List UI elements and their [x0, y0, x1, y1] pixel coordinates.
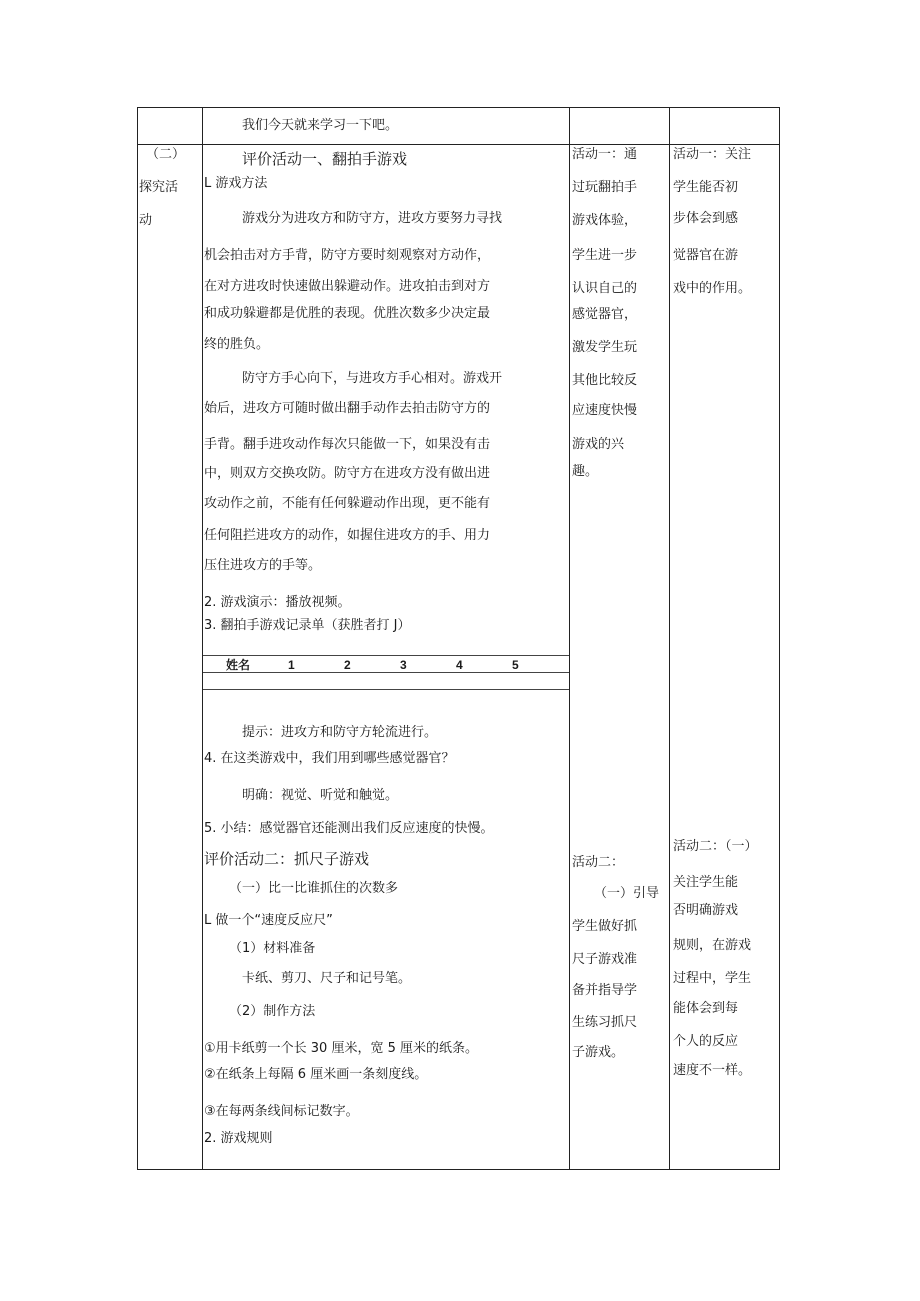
student-activity-line: 认识自己的 [572, 281, 638, 296]
content-line: 游戏分为进攻方和防守方，进攻方要努力寻找 [242, 211, 503, 226]
record-col-header: 2 [344, 658, 351, 672]
student-activity-line: 尺子游戏准 [572, 952, 638, 967]
table-border-right [779, 107, 780, 1170]
content-line: ②在纸条上每隔 6 厘米画一条刻度线。 [204, 1067, 428, 1082]
student-activity-line: 过玩翻拍手 [572, 180, 638, 195]
evaluation-line: 学生能否初 [673, 180, 739, 195]
content-line: ①用卡纸剪一个长 30 厘米，宽 5 厘米的纸条。 [204, 1041, 478, 1056]
evaluation-line: 活动二：（一） [673, 839, 758, 854]
evaluation-line: 能体会到每 [673, 1001, 739, 1016]
record-col-header: 5 [512, 658, 519, 672]
content-line: 4. 在这类游戏中，我们用到哪些感觉器官？ [204, 751, 455, 766]
content-line: 始后，进攻方可随时做出翻手动作去拍击防守方的 [204, 401, 491, 416]
student-activity-line: 其他比较反 [572, 373, 638, 388]
table-column-divider [569, 107, 570, 1170]
content-line: 在对方进攻时快速做出躲避动作。进攻拍击到对方 [204, 279, 491, 294]
content-line: （1）材料准备 [229, 941, 316, 956]
table-border-left [137, 107, 138, 1170]
content-line: 3. 翻拍手游戏记录单（获胜者打 J） [204, 618, 411, 633]
student-activity-line: 游戏的兴 [572, 437, 625, 452]
section-number: （二） [146, 147, 186, 162]
evaluation-line: 戏中的作用。 [673, 281, 752, 296]
content-line: 压住进攻方的手等。 [204, 558, 322, 573]
content-line: 手背。翻手进攻动作每次只能做一下，如果没有击 [204, 437, 491, 452]
content-line: （2）制作方法 [229, 1004, 316, 1019]
student-activity-line: 活动一：通 [572, 147, 638, 162]
table-border-bottom [137, 1169, 780, 1170]
student-activity-line: 趣。 [572, 464, 599, 479]
section-name-line-2: 动 [139, 213, 153, 228]
content-line: （一）比一比谁抓住的次数多 [229, 881, 399, 896]
content-line: 任何阻拦进攻方的动作，如握住进攻方的手、用力 [204, 528, 491, 543]
content-line: 中，则双方交换攻防。防守方在进攻方没有做出进 [204, 466, 491, 481]
record-col-header: 3 [400, 658, 407, 672]
content-line: 5. 小结：感觉器官还能测出我们反应速度的快慢。 [204, 821, 494, 836]
content-line: 提示：进攻方和防守方轮流进行。 [242, 725, 438, 740]
table-column-divider [202, 107, 203, 1170]
evaluation-line: 觉器官在游 [673, 248, 739, 263]
student-activity-line: 激发学生玩 [572, 340, 638, 355]
intro-text: 我们今天就来学习一下吧。 [242, 118, 399, 133]
student-activity-line: 活动二： [572, 855, 625, 870]
content-line: L 游戏方法 [204, 176, 268, 191]
record-table-row-line [203, 672, 569, 673]
content-line: 明确：视觉、听觉和触觉。 [242, 788, 399, 803]
student-activity-line: 应速度快慢 [572, 403, 638, 418]
evaluation-line: 速度不一样。 [673, 1063, 752, 1078]
evaluation-line: 步体会到感 [673, 211, 739, 226]
table-border-top [137, 107, 780, 108]
activity-two-heading: 评价活动二：抓尺子游戏 [204, 850, 370, 868]
content-line: 2. 游戏演示：播放视频。 [204, 595, 351, 610]
content-line: L 做一个“速度反应尺” [204, 913, 333, 928]
evaluation-line: 关注学生能 [673, 875, 739, 890]
student-activity-line: 子游戏。 [572, 1045, 625, 1060]
activity-one-heading: 评价活动一、翻拍手游戏 [242, 150, 408, 168]
evaluation-line: 否明确游戏 [673, 903, 739, 918]
evaluation-line: 规则，在游戏 [673, 938, 752, 953]
section-name-line-1: 探究活 [139, 180, 179, 195]
student-activity-line: 感觉器官， [572, 307, 638, 322]
content-line: 卡纸、剪刀、尺子和记号笔。 [242, 971, 412, 986]
record-table-row-line [203, 689, 569, 690]
content-line: 机会拍击对方手背，防守方要时刻观察对方动作， [204, 248, 491, 263]
student-activity-line: （一）引导 [594, 886, 660, 901]
student-activity-line: 生练习抓尺 [572, 1015, 638, 1030]
student-activity-line: 备并指导学 [572, 983, 638, 998]
content-line: ③在每两条线间标记数字。 [204, 1104, 359, 1119]
record-col-header: 1 [288, 658, 295, 672]
student-activity-line: 学生做好抓 [572, 919, 638, 934]
content-line: 防守方手心向下，与进攻方手心相对。游戏开 [242, 371, 503, 386]
content-line: 2. 游戏规则 [204, 1131, 273, 1146]
evaluation-line: 个人的反应 [673, 1034, 739, 1049]
content-line: 攻动作之前，不能有任何躲避动作出现，更不能有 [204, 496, 491, 511]
evaluation-line: 过程中，学生 [673, 971, 752, 986]
student-activity-line: 学生进一步 [572, 248, 638, 263]
record-col-header: 4 [456, 658, 463, 672]
content-line: 和成功躲避都是优胜的表现。优胜次数多少决定最 [204, 306, 491, 321]
student-activity-line: 游戏体验， [572, 213, 638, 228]
content-line: 终的胜负。 [204, 337, 270, 352]
table-column-divider [669, 107, 670, 1170]
evaluation-line: 活动一：关注 [673, 147, 752, 162]
table-row-divider [137, 144, 780, 145]
record-name-header: 姓名 [226, 658, 251, 672]
